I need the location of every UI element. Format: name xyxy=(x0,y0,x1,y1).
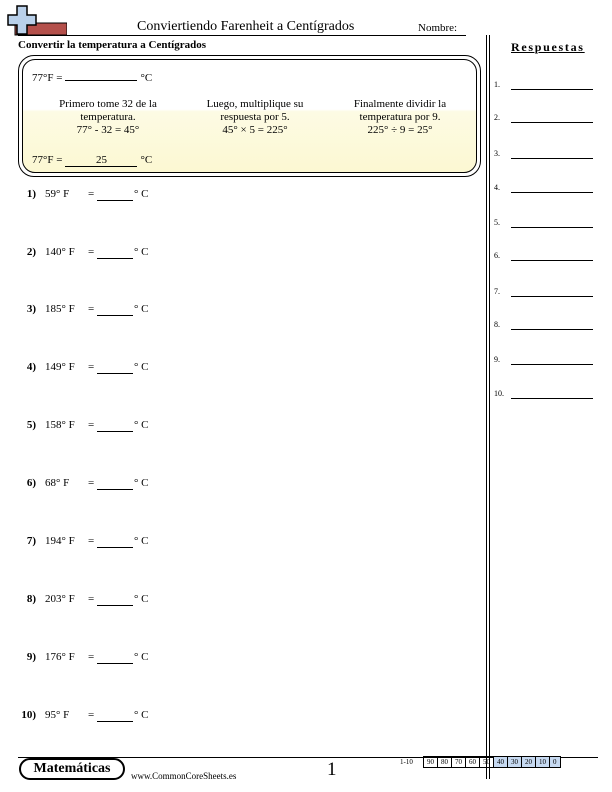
answer-number: 7. xyxy=(494,287,500,296)
answer-line-1[interactable] xyxy=(494,80,598,94)
answer-blank[interactable] xyxy=(97,721,133,722)
header-divider xyxy=(18,35,466,36)
problem-number: 6) xyxy=(26,477,36,489)
answer-blank[interactable] xyxy=(511,329,593,330)
step-text: temperatura. xyxy=(80,111,136,123)
problem-unit: ° C xyxy=(134,709,149,721)
answer-blank[interactable] xyxy=(511,89,593,90)
score-box: 0 xyxy=(549,756,561,768)
score-box: 20 xyxy=(521,756,536,768)
problem-number: 4) xyxy=(26,361,36,373)
answer-blank[interactable] xyxy=(97,315,133,316)
step-text: 225° ÷ 9 = 25° xyxy=(367,124,433,136)
problem-unit: ° C xyxy=(134,246,149,258)
problem-value: 158° F xyxy=(45,419,75,431)
problem-number: 5) xyxy=(26,419,36,431)
problem-value: 149° F xyxy=(45,361,75,373)
problem-unit: ° C xyxy=(134,651,149,663)
problem-number: 10) xyxy=(21,709,36,721)
problem-value: 140° F xyxy=(45,246,75,258)
score-box: 40 xyxy=(493,756,508,768)
equals-sign: = xyxy=(88,419,95,431)
example-box xyxy=(18,55,481,177)
problem-number: 7) xyxy=(26,535,36,547)
step-text: respuesta por 5. xyxy=(220,111,290,123)
answer-blank[interactable] xyxy=(511,260,593,261)
answer-line-8[interactable] xyxy=(494,320,598,334)
answer-number: 1. xyxy=(494,80,500,89)
equals-sign: = xyxy=(88,246,95,258)
problem-value: 194° F xyxy=(45,535,75,547)
step-text: Primero tome 32 de la xyxy=(59,98,157,110)
example-answer-value: 25 xyxy=(65,154,137,167)
score-box: 10 xyxy=(535,756,550,768)
answer-number: 9. xyxy=(494,355,500,364)
score-box: 60 xyxy=(465,756,480,768)
answer-line-3[interactable] xyxy=(494,149,598,163)
equals-sign: = xyxy=(88,188,95,200)
equals-sign: = xyxy=(88,361,95,373)
step-text: Luego, multiplique su xyxy=(206,98,304,110)
answer-blank[interactable] xyxy=(511,227,593,228)
example-question-prefix: 77°F = xyxy=(32,72,63,84)
website-text: www.CommonCoreSheets.es xyxy=(131,771,237,781)
problem-number: 1) xyxy=(26,188,36,200)
score-box: 70 xyxy=(451,756,466,768)
answer-number: 2. xyxy=(494,113,500,122)
equals-sign: = xyxy=(88,593,95,605)
answer-number: 4. xyxy=(494,183,500,192)
brand-badge: Matemáticas xyxy=(19,758,125,780)
equals-sign: = xyxy=(88,303,95,315)
score-box: 50 xyxy=(479,756,494,768)
example-answer xyxy=(32,154,152,167)
score-box: 30 xyxy=(507,756,522,768)
answer-number: 6. xyxy=(494,251,500,260)
example-inner-frame xyxy=(22,59,477,173)
answer-blank[interactable] xyxy=(97,258,133,259)
equals-sign: = xyxy=(88,477,95,489)
answer-blank[interactable] xyxy=(97,200,133,201)
example-answer-prefix: 77°F = xyxy=(32,154,63,166)
equals-sign: = xyxy=(88,535,95,547)
score-box: 90 xyxy=(423,756,438,768)
example-step-1 xyxy=(43,98,173,137)
answer-line-6[interactable] xyxy=(494,251,598,265)
problem-unit: ° C xyxy=(134,361,149,373)
answer-number: 3. xyxy=(494,149,500,158)
equals-sign: = xyxy=(88,709,95,721)
score-box: 80 xyxy=(437,756,452,768)
answer-line-5[interactable] xyxy=(494,218,598,232)
answer-blank[interactable] xyxy=(97,663,133,664)
answer-number: 10. xyxy=(494,389,504,398)
page-number: 1 xyxy=(327,759,337,780)
step-text: 45° × 5 = 225° xyxy=(222,124,288,136)
problem-value: 176° F xyxy=(45,651,75,663)
problem-number: 9) xyxy=(26,651,36,663)
answer-blank[interactable] xyxy=(511,398,593,399)
problem-number: 3) xyxy=(26,303,36,315)
score-range-label: 1-10 xyxy=(400,758,413,766)
answer-blank[interactable] xyxy=(97,547,133,548)
instruction-text: Convertir la temperatura a Centígrados xyxy=(18,39,206,51)
step-text: temperatura por 9. xyxy=(359,111,441,123)
column-divider xyxy=(489,35,490,779)
score-boxes xyxy=(424,756,561,768)
example-step-2 xyxy=(190,98,320,137)
answer-blank[interactable] xyxy=(511,296,593,297)
answer-blank[interactable] xyxy=(511,192,593,193)
answer-blank[interactable] xyxy=(511,122,593,123)
problem-value: 68° F xyxy=(45,477,70,489)
plus-logo-icon xyxy=(3,3,67,37)
problem-number: 2) xyxy=(26,246,36,258)
step-text: Finalmente dividir la xyxy=(353,98,447,110)
example-question-blank xyxy=(65,68,137,81)
answer-blank[interactable] xyxy=(97,605,133,606)
answer-line-9[interactable] xyxy=(494,355,598,369)
answer-number: 5. xyxy=(494,218,500,227)
step-text: 77° - 32 = 45° xyxy=(76,124,140,136)
problem-value: 203° F xyxy=(45,593,75,605)
example-question-unit: °C xyxy=(140,72,153,84)
answer-blank[interactable] xyxy=(97,373,133,374)
answer-number: 8. xyxy=(494,320,500,329)
example-answer-unit: °C xyxy=(140,154,153,166)
problem-value: 185° F xyxy=(45,303,75,315)
problem-unit: ° C xyxy=(134,477,149,489)
answer-line-2[interactable] xyxy=(494,113,598,127)
problem-unit: ° C xyxy=(134,303,149,315)
problem-unit: ° C xyxy=(134,593,149,605)
answer-line-10[interactable] xyxy=(494,389,598,403)
column-divider xyxy=(486,35,487,779)
answer-blank[interactable] xyxy=(511,158,593,159)
problem-unit: ° C xyxy=(134,419,149,431)
problem-number: 8) xyxy=(26,593,36,605)
name-label: Nombre: xyxy=(418,22,458,34)
answers-title: Respuestas xyxy=(511,40,585,54)
answer-blank[interactable] xyxy=(97,431,133,432)
equals-sign: = xyxy=(88,651,95,663)
example-step-3 xyxy=(335,98,465,137)
problem-unit: ° C xyxy=(134,535,149,547)
problem-value: 59° F xyxy=(45,188,70,200)
example-question xyxy=(32,68,152,84)
answer-blank[interactable] xyxy=(97,489,133,490)
problem-value: 95° F xyxy=(45,709,70,721)
answer-line-4[interactable] xyxy=(494,183,598,197)
answer-blank[interactable] xyxy=(511,364,593,365)
worksheet-title: Conviertiendo Farenheit a Centígrados xyxy=(137,19,355,34)
answer-line-7[interactable] xyxy=(494,287,598,301)
problem-unit: ° C xyxy=(134,188,149,200)
